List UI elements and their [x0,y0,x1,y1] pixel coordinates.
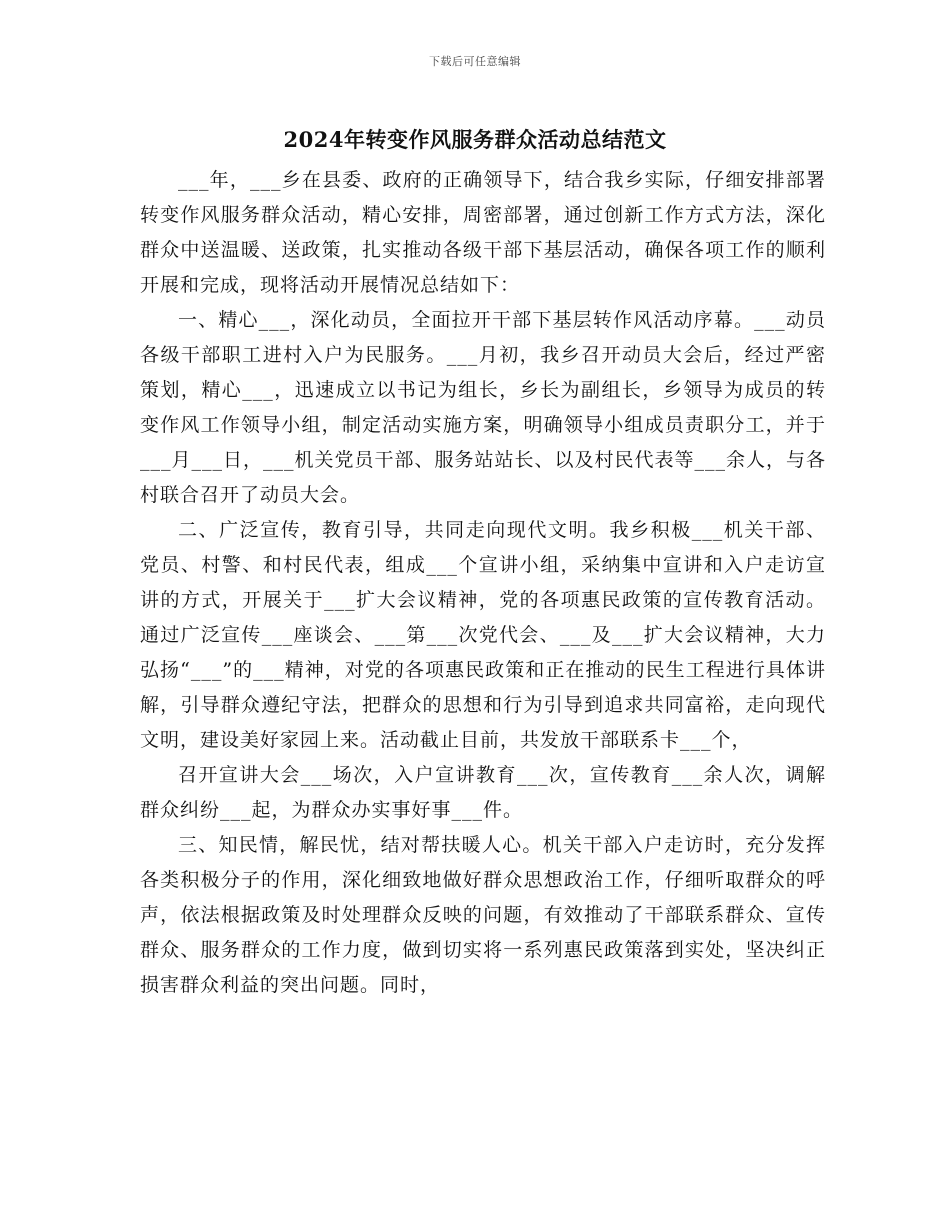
paragraph-intro: ___年，___乡在县委、政府的正确领导下，结合我乡实际，仔细安排部署转变作风服务群众活动，精心安排，周密部署，通过创新工作方式方法，深化群众中送温暖、送政策，扎实推动各级干部下基层活动，确保各项工作的顺利开展和完成，现将活动开展情况总结如下： [140,169,826,296]
paragraph-section-1: 一、精心___，深化动员，全面拉开干部下基层转作风活动序幕。___动员各级干部职工进村入户为民服务。___月初，我乡召开动员大会后，经过严密策划，精心___，迅速成立以书记为组长，乡长为副组长，乡领导为成员的转变作风工作领导小组，制定活动实施方案，明确领导小组成员责职分工，并于___月___日，___机关党员干部、服务站站长、以及村民代表等___余人，与各村联合召开了动员大会。 [140,309,827,506]
header-note: 下载后可任意编辑 [429,55,521,68]
document-title: 2024年转变作风服务群众活动总结范文 [283,127,667,152]
paragraph-section-2-continued: 召开宣讲大会___场次，入户宣讲教育___次，宣传教育___余人次，调解群众纠纷___起，为群众办实事好事___件。 [140,764,826,821]
document-body [140,163,826,1003]
paragraph-section-2: 二、广泛宣传，教育引导，共同走向现代文明。我乡积极___机关干部、党员、村警、和村民代表，组成___个宣讲小组，采纳集中宣讲和入户走访宣讲的方式，开展关于___扩大会议精神，党的各项惠民政策的宣传教育活动。通过广泛宣传___座谈会、___第___次党代会、___及___扩大会议精神，大力弘扬“___”的___精神，对党的各项惠民政策和正在推动的民生工程进行具体讲解，引导群众遵纪守法，把群众的思想和行为引导到追求共同富裕，走向现代文明，建设美好家园上来。活动截止目前，共发放干部联系卡___个， [140,519,826,751]
paragraph-section-3: 三、知民情，解民忧，结对帮扶暖人心。机关干部入户走访时，充分发挥各类积极分子的作用，深化细致地做好群众思想政治工作，仔细听取群众的呼声，依法根据政策及时处理群众反映的问题，有效推动了干部联系群众、宣传群众、服务群众的工作力度，做到切实将一系列惠民政策落到实处，坚决纠正损害群众利益的突出问题。同时， [140,834,826,996]
